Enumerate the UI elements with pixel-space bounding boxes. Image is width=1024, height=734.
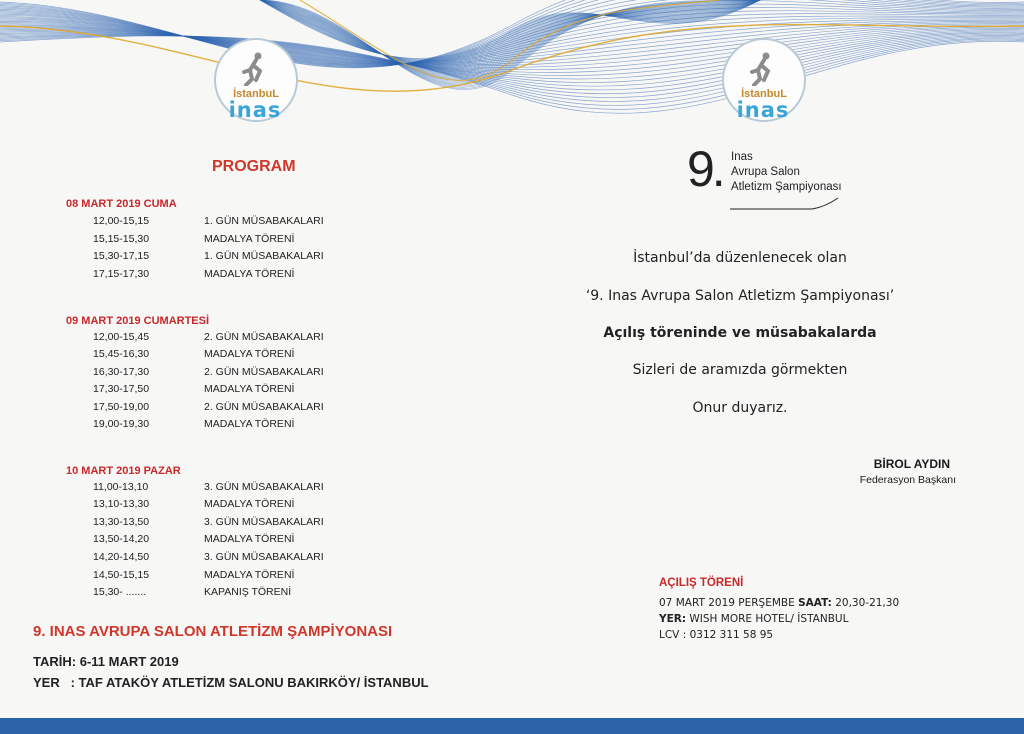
signatory-role: Federasyon Başkanı bbox=[859, 474, 956, 486]
invitation-line: İstanbul’da düzenlenecek olan bbox=[633, 250, 847, 266]
opening-time-label: SAAT: bbox=[798, 597, 832, 609]
logo-brand-text: inas bbox=[736, 98, 790, 122]
schedule-event: MADALYA TÖRENİ bbox=[204, 569, 295, 581]
cover-number: 9. bbox=[687, 141, 723, 197]
invitation-line: Onur duyarız. bbox=[692, 400, 788, 416]
schedule-event: 3. GÜN MÜSABAKALARI bbox=[204, 551, 324, 563]
date-line bbox=[33, 654, 179, 669]
schedule-event: 2. GÜN MÜSABAKALARI bbox=[204, 366, 324, 378]
schedule-event: MADALYA TÖRENİ bbox=[204, 418, 295, 430]
schedule-event: KAPANIŞ TÖRENİ bbox=[204, 586, 292, 598]
date-value: 6-11 MART 2019 bbox=[79, 654, 179, 669]
schedule-time: 17,30-17,50 bbox=[93, 383, 150, 395]
cover-line: Atletizm Şampiyonası bbox=[731, 181, 842, 193]
schedule-time: 15,30-17,15 bbox=[93, 250, 150, 262]
cover-line: Avrupa Salon bbox=[731, 166, 800, 178]
schedule-event: 3. GÜN MÜSABAKALARI bbox=[204, 481, 324, 493]
invitation-line: Sizleri de aramızda görmekten bbox=[632, 362, 848, 378]
opening-rsvp-line: LCV : 0312 311 58 95 bbox=[659, 629, 774, 641]
schedule-time: 15,45-16,30 bbox=[93, 348, 150, 360]
schedule-time: 11,00-13,10 bbox=[93, 481, 149, 493]
championship-title: 9. INAS AVRUPA SALON ATLETİZM ŞAMPİYONASI bbox=[33, 623, 393, 640]
day-heading: 08 MART 2019 CUMA bbox=[66, 198, 177, 210]
logo-city-text: İstanbuL bbox=[741, 88, 787, 100]
place-value: TAF ATAKÖY ATLETİZM SALONU BAKIRKÖY/ İSTANBUL bbox=[78, 675, 429, 690]
opening-ceremony-title: AÇILIŞ TÖRENİ bbox=[659, 577, 744, 589]
invitation-line: ‘9. Inas Avrupa Salon Atletizm Şampiyonası’ bbox=[585, 288, 895, 304]
opening-date-line bbox=[659, 597, 899, 609]
opening-time: 20,30-21,30 bbox=[831, 597, 900, 609]
logo-brand-text: inas bbox=[228, 98, 282, 122]
signatory-name: BİROL AYDIN bbox=[873, 457, 950, 471]
opening-place-line bbox=[659, 613, 848, 625]
opening-place: WISH MORE HOTEL/ İSTANBUL bbox=[686, 613, 849, 625]
wave-line bbox=[0, 36, 1024, 113]
opening-place-label: YER: bbox=[659, 613, 687, 625]
schedule-time: 13,30-13,50 bbox=[93, 516, 150, 528]
schedule-time: 19,00-19,30 bbox=[93, 418, 150, 430]
schedule-time: 17,15-17,30 bbox=[93, 268, 150, 280]
place-line bbox=[33, 675, 429, 690]
schedule-time: 17,50-19,00 bbox=[93, 401, 150, 413]
wave-header-decoration bbox=[0, 0, 1024, 140]
schedule-event: 3. GÜN MÜSABAKALARI bbox=[204, 516, 324, 528]
schedule-time: 12,00-15,15 bbox=[93, 215, 150, 227]
cover-line: Inas bbox=[731, 151, 753, 163]
schedule-event: MADALYA TÖRENİ bbox=[204, 268, 295, 280]
invitation-line: Açılış töreninde ve müsabakalarda bbox=[603, 325, 877, 341]
bottom-color-bar bbox=[0, 718, 1024, 734]
schedule-event: MADALYA TÖRENİ bbox=[204, 348, 295, 360]
schedule-event: 2. GÜN MÜSABAKALARI bbox=[204, 401, 324, 413]
inas-logo-right bbox=[722, 38, 806, 122]
schedule-event: MADALYA TÖRENİ bbox=[204, 233, 295, 245]
day-heading: 10 MART 2019 PAZAR bbox=[66, 465, 181, 477]
cover-underline-swoosh bbox=[730, 196, 840, 212]
schedule-time: 12,00-15,45 bbox=[93, 331, 150, 343]
schedule-time: 13,10-13,30 bbox=[93, 498, 150, 510]
inas-logo-left bbox=[214, 38, 298, 122]
date-label: TARİH: bbox=[33, 654, 77, 669]
schedule-time: 16,30-17,30 bbox=[93, 366, 150, 378]
opening-date: 07 MART 2019 PERŞEMBE bbox=[659, 597, 799, 609]
schedule-event: MADALYA TÖRENİ bbox=[204, 383, 295, 395]
place-label: YER : bbox=[33, 675, 75, 690]
schedule-event: MADALYA TÖRENİ bbox=[204, 498, 295, 510]
schedule-event: 2. GÜN MÜSABAKALARI bbox=[204, 331, 324, 343]
program-title: PROGRAM bbox=[212, 158, 296, 175]
runner-icon bbox=[748, 52, 778, 86]
schedule-time: 14,20-14,50 bbox=[93, 551, 150, 563]
schedule-time: 13,50-14,20 bbox=[93, 533, 150, 545]
schedule-event: 1. GÜN MÜSABAKALARI bbox=[204, 250, 324, 262]
schedule-time: 15,30- ....... bbox=[93, 586, 147, 598]
schedule-event: 1. GÜN MÜSABAKALARI bbox=[204, 215, 324, 227]
day-heading: 09 MART 2019 CUMARTESİ bbox=[66, 315, 210, 327]
runner-icon bbox=[240, 52, 270, 86]
cover-title-block bbox=[731, 150, 842, 195]
schedule-time: 14,50-15,15 bbox=[93, 569, 150, 581]
schedule-time: 15,15-15,30 bbox=[93, 233, 150, 245]
logo-city-text: İstanbuL bbox=[233, 88, 279, 100]
schedule-event: MADALYA TÖRENİ bbox=[204, 533, 295, 545]
